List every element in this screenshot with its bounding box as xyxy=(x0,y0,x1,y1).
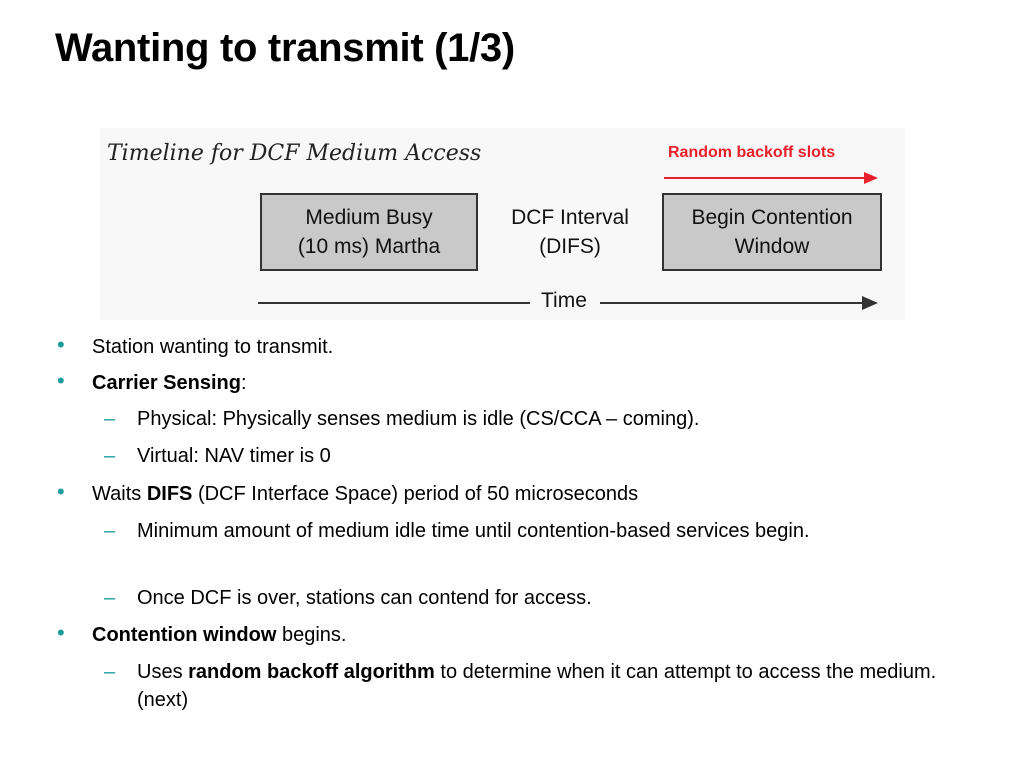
bullet-text: Waits xyxy=(92,483,147,505)
sub-bullet-text-bold: random backoff algorithm xyxy=(188,661,435,683)
bullet-dot-icon: • xyxy=(57,620,65,645)
bullet-text: begins. xyxy=(276,624,347,646)
time-arrowhead-icon xyxy=(862,296,878,310)
bullet-item xyxy=(57,620,952,649)
contention-window-label: Begin Contention Window xyxy=(691,206,853,258)
time-axis-label: Time xyxy=(541,289,587,312)
bullet-text-bold: Carrier Sensing xyxy=(92,372,241,394)
bullet-text-bold: Contention window xyxy=(92,624,277,646)
time-axis-left-line xyxy=(258,302,530,304)
dash-marker-icon: – xyxy=(104,587,116,609)
sub-bullet-text: Minimum amount of medium idle time until contention-based services begin. xyxy=(137,520,810,542)
random-backoff-label: Random backoff slots xyxy=(668,144,836,161)
sub-bullet-item xyxy=(104,517,927,545)
bullet-dot-icon: • xyxy=(57,332,65,357)
sub-bullet-text: Once DCF is over, stations can contend for access. xyxy=(137,587,592,609)
medium-busy-label: Medium Busy (10 ms) Martha xyxy=(297,206,441,258)
bullet-item xyxy=(57,332,952,361)
dash-marker-icon: – xyxy=(104,661,116,683)
sub-bullet-item xyxy=(104,584,937,612)
sub-bullet-text: Physical: Physically senses medium is idle (CS/CCA – coming). xyxy=(137,408,700,430)
dash-marker-icon: – xyxy=(104,445,116,467)
sub-bullet-text: to determine when it can attempt to access the medium. (next) xyxy=(137,661,937,711)
contention-window-box xyxy=(662,193,882,271)
bullet-text: Station wanting to transmit. xyxy=(92,336,334,358)
bullet-dot-icon: • xyxy=(57,479,65,504)
dash-marker-icon: – xyxy=(104,520,116,542)
dcf-interval-label: DCF Interval (DIFS) xyxy=(511,206,629,258)
sub-bullet-text: Virtual: NAV timer is 0 xyxy=(137,445,331,467)
dcf-interval-box xyxy=(478,193,662,271)
sub-bullet-item xyxy=(104,658,937,714)
bullet-dot-icon: • xyxy=(57,368,65,393)
dash-marker-icon: – xyxy=(104,408,116,430)
bullet-item xyxy=(57,479,952,508)
backoff-arrow-line xyxy=(664,177,864,179)
slide-title: Wanting to transmit (1/3) xyxy=(55,26,515,70)
time-axis-right-line xyxy=(600,302,864,304)
backoff-arrowhead-icon xyxy=(864,172,878,184)
medium-busy-box xyxy=(260,193,478,271)
sub-bullet-item xyxy=(104,442,937,470)
bullet-item xyxy=(57,368,952,397)
bullet-text: (DCF Interface Space) period of 50 microseconds xyxy=(192,483,639,505)
figure-caption: Timeline for DCF Medium Access xyxy=(107,141,482,166)
bullet-text-bold: DIFS xyxy=(146,483,193,505)
bullet-text: : xyxy=(240,372,247,394)
sub-bullet-text: Uses xyxy=(137,661,189,683)
sub-bullet-item xyxy=(104,405,937,433)
